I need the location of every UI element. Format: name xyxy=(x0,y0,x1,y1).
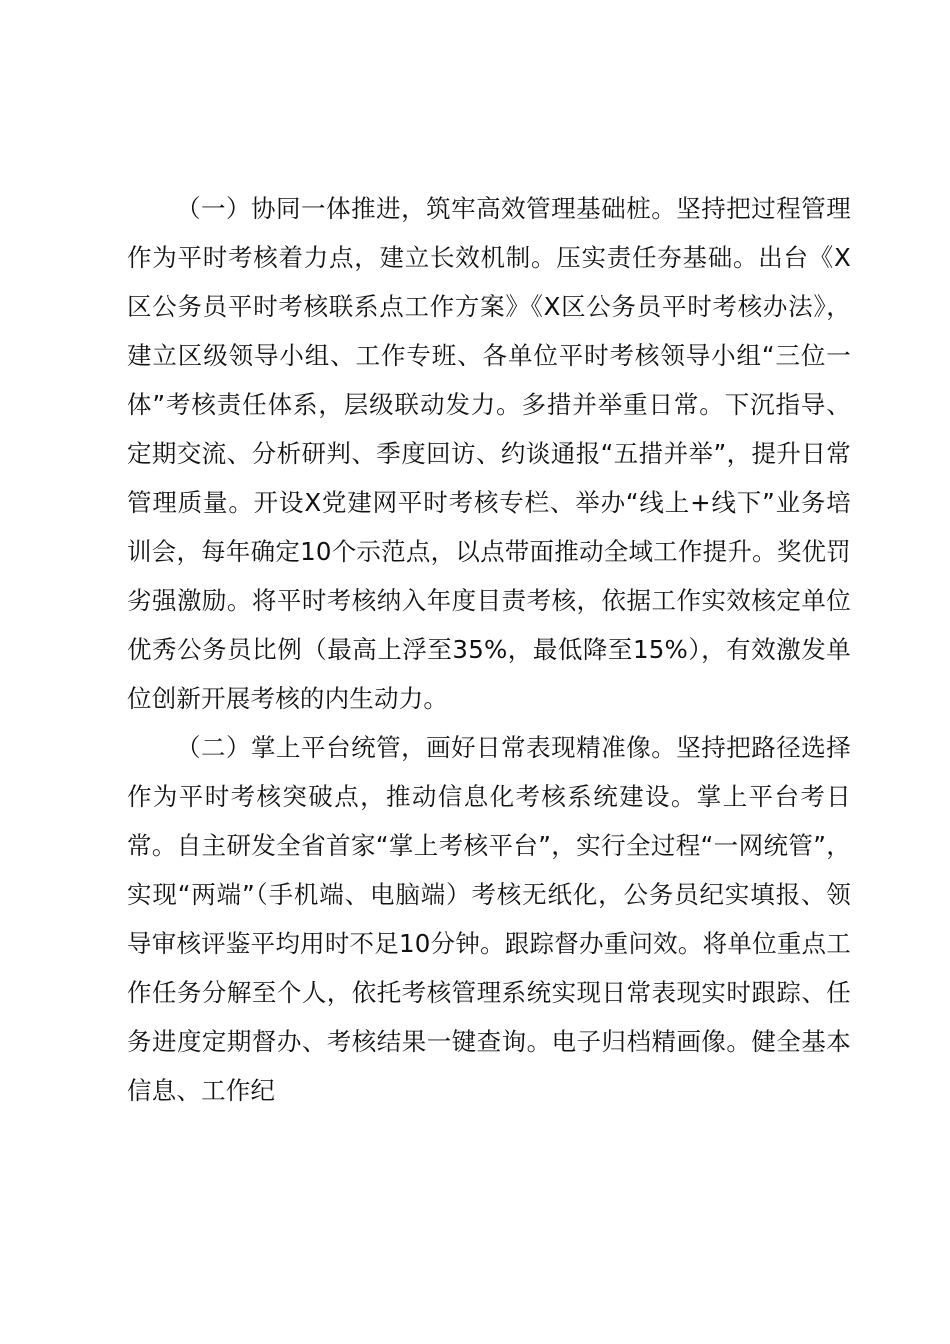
paragraph-1: （一）协同一体推进，筑牢高效管理基础桩。坚持把过程管理作为平时考核着力点，建立长效机制。压实责任夯基础。出台《X区公务员平时考核联系点工作方案》《X区公务员平时考核办法》，建立区级领导小组、工作专班、各单位平时考核领导小组“三位一体”考核责任体系，层级联动发力。多措并举重日常。下沉指导、定期交流、分析研判、季度回访、约谈通报“五措并举”，提升日常管理质量。开设X党建网平时考核专栏、举办“线上+线下”业务培训会，每年确定10个示范点，以点带面推动全域工作提升。奖优罚劣强激励。将平时考核纳入年度目责考核，依据工作实效核定单位优秀公务员比例（最高上浮至35%，最低降至15%），有效激发单位创新开展考核的内生动力。 xyxy=(127,194,851,713)
paragraph-2: （二）掌上平台统管，画好日常表现精准像。坚持把路径选择作为平时考核突破点，推动信息化考核系统建设。掌上平台考日常。自主研发全省首家“掌上考核平台”，实行全过程“一网统管”，实现“两端”（手机端、电脑端）考核无纸化，公务员纪实填报、领导审核评鉴平均用时不足10分钟。跟踪督办重问效。将单位重点工作任务分解至个人，依托考核管理系统实现日常表现实时跟踪、任务进度定期督办、考核结果一键查询。电子归档精画像。健全基本信息、工作纪 xyxy=(127,733,851,1105)
document-body xyxy=(127,184,851,1115)
